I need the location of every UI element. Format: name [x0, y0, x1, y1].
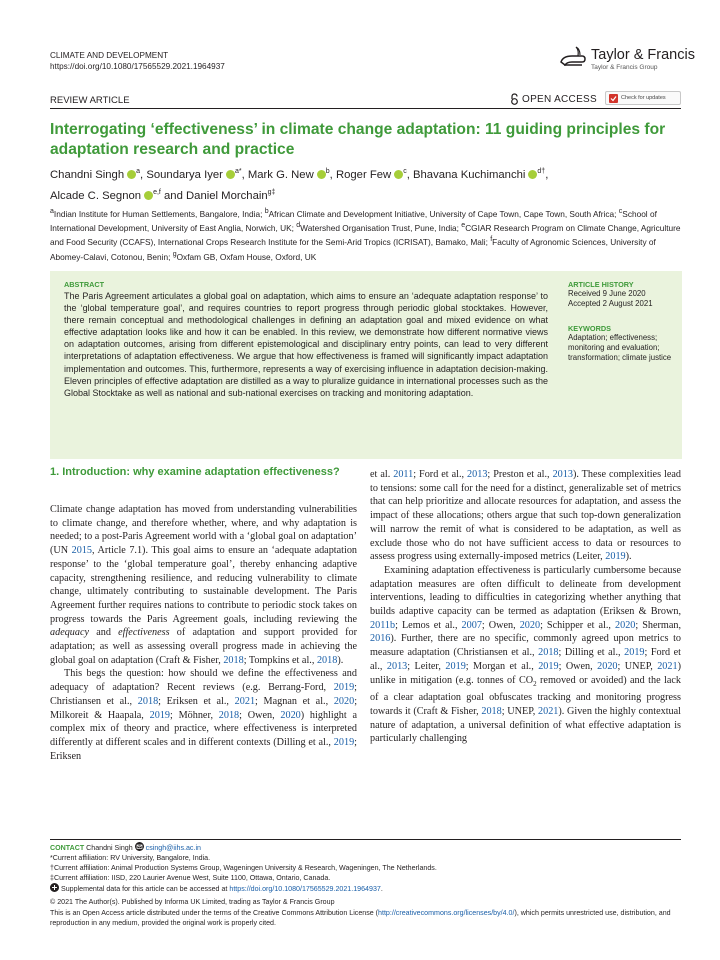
citation-link[interactable]: 2019 — [538, 660, 559, 672]
citation-link[interactable]: 2011 — [393, 469, 414, 480]
citation-link[interactable]: 2021 — [657, 660, 678, 672]
citation-link[interactable]: 2018 — [316, 654, 338, 666]
body-text: ; Owen, — [239, 709, 281, 721]
citation-link[interactable]: 2013 — [386, 660, 408, 672]
citation-link[interactable]: 2016 — [370, 633, 391, 645]
open-access-badge — [510, 93, 597, 105]
section-heading: 1. Introduction: why examine adaptation effectiveness? — [50, 466, 340, 478]
copyright: © 2021 The Author(s). Published by Informa UK Limited, trading as Taylor & Francis Group — [50, 898, 335, 907]
supplemental-line — [50, 883, 682, 894]
license-end: ), which permits unrestricted use, distribution, and reproduction in any medium, provided the original work is properly cited. — [50, 908, 671, 927]
body-text: ; Christiansen et al., — [50, 682, 357, 707]
body-text: of adaptation and support provided for adaptation; as well as assessing overall progress made in achieving the global goal on adaptation (Craft & Fisher, — [50, 627, 357, 666]
affiliation-mark: e — [461, 222, 466, 230]
contact-label: CONTACT — [50, 844, 85, 852]
email-icon — [135, 842, 144, 851]
citation-link[interactable]: 2020 — [615, 619, 636, 631]
contact-name: Chandni Singh — [86, 844, 133, 852]
body-text: ; Preston et al., — [487, 469, 553, 480]
keywords-heading: KEYWORDS — [568, 324, 611, 333]
accepted-date: Accepted 2 August 2021 — [568, 299, 653, 309]
author-name[interactable]: Alcade C. Segnon — [50, 190, 142, 203]
citation-link[interactable]: 2018 — [481, 705, 502, 717]
affiliation-note-3: ‡Current affiliation: IISD, 220 Laurier Avenue West, Suite 1100, Ottawa, Ontario, Canada. — [50, 874, 331, 883]
citation-link[interactable]: 2020 — [597, 660, 618, 672]
affiliation-mark: f — [490, 236, 493, 244]
citation-link[interactable]: 2020 — [280, 709, 301, 721]
license-link[interactable]: http://creativecommons.org/licenses/by/4.0/ — [378, 908, 515, 917]
affiliation-note-1: *Current affiliation: RV University, Bangalore, India. — [50, 854, 211, 863]
body-text: ). These complexities lead to tensions: some call for the need for a distinct, generalizable set of metrics that can help prioritize and allocate resources for adaptation, and assess the impact of these allocations; others argue that such top-down generalization will narrow the remit of what is considered to be adaptation, as well as exclude those who do not have sufficient access to data or resources to assess progress using externally-imposed metrics (Leiter, — [370, 469, 681, 563]
affiliation-text: Watershed Organisation Trust, Pune, India; — [300, 222, 462, 233]
body-text: ). Given the highly contextual nature of adaptation, a universal definition of what effective adaptation is particularly challenging — [370, 705, 681, 745]
journal-header — [50, 50, 225, 72]
citation-link[interactable]: 2019 — [333, 682, 355, 694]
affiliation-text: African Climate and Development Initiative, University of Cape Town, Cape Town, South Africa; — [268, 208, 619, 219]
body-text: ; Milkoreit & Haapala, — [50, 695, 358, 721]
journal-name: CLIMATE AND DEVELOPMENT — [50, 51, 169, 60]
affiliation-text: Oxfam GB, Oxfam House, Oxford, UK — [176, 251, 317, 262]
author-name[interactable]: Daniel Morchain — [186, 190, 268, 203]
citation-link[interactable]: 2018 — [137, 695, 159, 707]
abstract-heading: ABSTRACT — [64, 280, 105, 289]
article-type: REVIEW ARTICLE — [50, 95, 130, 106]
check-updates-label: Check for updates — [621, 95, 666, 101]
body-text: Examining adaptation effectiveness is particularly cumbersome because adaptation measures are often difficult to delineate from development interventions, leading to difficulties in categorizing whether anything that builds adaptive capacity can be termed as adaptation (Eriksen & Brown, — [370, 564, 681, 618]
body-column-left — [50, 503, 357, 763]
citation-link[interactable]: 2018 — [538, 647, 559, 659]
body-text: ; Morgan et al., — [465, 660, 539, 672]
body-text: ; UNEP, — [501, 705, 538, 717]
article-title: Interrogating ‘effectiveness’ in climate change adaptation: 11 guiding principles for adaptation research and practice — [50, 121, 666, 158]
author-affiliation-mark: e,f — [153, 189, 161, 197]
author-affiliation-mark: b — [325, 168, 330, 175]
affiliation-text: Faculty of Agronomic Sciences, University of Abomey-Calavi, Cotonou, Benin; — [50, 237, 656, 262]
affiliations — [50, 206, 682, 263]
publisher-name: Taylor & Francis — [591, 47, 695, 63]
article-history-heading: ARTICLE HISTORY — [568, 280, 634, 289]
footer-rule — [50, 839, 681, 840]
author-name[interactable]: Bhavana Kuchimanchi — [412, 168, 526, 181]
affiliation-mark: a — [50, 208, 54, 215]
author-separator: , — [140, 168, 147, 181]
citation-link[interactable]: 2021 — [234, 695, 256, 707]
author-name[interactable]: Roger Few — [335, 168, 392, 181]
body-text: ) highlight a complex mix of theory and practice, where effectiveness is interpreted differently at different scales and in different contexts (Dilling et al., — [50, 709, 357, 748]
author-name[interactable]: Chandni Singh — [50, 168, 125, 181]
emphasis-text: effectiveness — [118, 627, 170, 639]
author-affiliation-mark: d† — [537, 168, 546, 175]
body-text: et al. — [370, 469, 394, 480]
citation-link[interactable]: 2018 — [218, 709, 240, 721]
affiliation-text: CGIAR Research Program on Climate Change, Agriculture and Food Security (CCAFS), International Crops Research Institute for the Semi-Arid Tropics (ICRISAT), Bamako, Mali; — [50, 222, 681, 248]
open-access-label: OPEN ACCESS — [522, 93, 597, 105]
supplemental-end: . — [380, 885, 383, 894]
body-text: ). — [337, 654, 344, 666]
body-paragraph — [370, 564, 681, 746]
citation-link[interactable]: 2011b — [370, 619, 396, 631]
affiliation-mark: b — [264, 208, 269, 215]
emphasis-text: adequacy — [50, 627, 90, 639]
keywords-text: Adaptation; effectiveness; monitoring and evaluation; transformation; climate justice — [568, 333, 672, 363]
author-name[interactable]: Soundarya Iyer — [146, 168, 223, 181]
check-updates-button[interactable] — [605, 91, 681, 105]
orcid-icon[interactable] — [226, 170, 235, 179]
orcid-icon[interactable] — [317, 170, 326, 179]
abstract-text: The Paris Agreement articulates a global goal on adaptation, which aims to ensure an ‘adequate adaptation response’ to the ‘global temperature goal’, and requires countries to report progress through periodic global stocktakes. However, there remain conceptual and methodological challenges in defining an adaptation goal and mixed evidence on what effective adaptation looks like and how it can be enabled. In this review, we demonstrate how different normative views on adaptation outcomes, arising from different epistemological and disciplinary entry points, can lead to very different interpretations of adaptation effectiveness. We argue that how effectiveness is framed will significantly impact adaptation implementation and outcomes. This, furthermore, represents a way of exercising influence in adaptation decision-making. Eleven principles of effective adaptation are distilled as a way to pluralize guidance in international processes such as the Global Stocktake as well as national and sub-national exercises on tracking and monitoring adaptation. — [64, 291, 548, 398]
license — [50, 908, 682, 928]
lamp-icon — [558, 44, 588, 74]
body-text: ; Eriksen et al., — [158, 695, 235, 707]
citation-link[interactable]: 2019 — [605, 551, 626, 563]
body-text: ; Owen, — [481, 619, 520, 631]
citation-link[interactable]: 2007 — [461, 619, 482, 631]
body-text: ; Leiter, — [407, 660, 446, 672]
body-text: Climate change adaptation has moved from understanding vulnerabilities to climate change, and therefore whether, where, and why adaptation is needed; to a post-Paris Agreement world with a ‘global goal on adaptation’ (UN — [50, 504, 357, 557]
body-text: ; Lemos et al., — [395, 619, 462, 631]
article-history — [568, 280, 678, 309]
body-paragraph — [50, 667, 357, 763]
supplemental-link[interactable]: https://doi.org/10.1080/17565529.2021.1964937 — [229, 885, 381, 894]
header-rule — [50, 108, 681, 109]
body-text: ; Möhner, — [170, 709, 219, 721]
author-affiliation-mark: g‡ — [267, 189, 276, 197]
author-separator: , — [406, 168, 413, 181]
citation-link[interactable]: 2019 — [445, 660, 466, 672]
affiliation-text: School of International Development, University of East Anglia, Norwich, UK; — [50, 208, 657, 233]
author-name[interactable]: Mark G. New — [247, 168, 314, 181]
journal-doi[interactable]: https://doi.org/10.1080/17565529.2021.1964937 — [50, 62, 225, 71]
body-text: ; Dilling et al., — [558, 647, 625, 659]
license-text: This is an Open Access article distributed under the terms of the Creative Commons Attribution License ( — [50, 908, 379, 917]
citation-link[interactable]: 2015 — [71, 545, 93, 557]
author-separator: , — [545, 168, 549, 181]
body-text: ; Ford et al., — [413, 469, 468, 480]
body-text: ; Tompkins et al., — [243, 654, 317, 666]
contact-email[interactable]: csingh@iihs.ac.in — [145, 844, 201, 852]
body-text: , Article 7.1). This goal aims to ensure an ‘adequate adaptation response’ to the ‘global temperature goal’, thereby enhancing adaptive capacity, strengthening resilience, and reducing vulnerability to climate change, ultimately contributing to sustainable development. The Paris Agreement further requires nations to contribute to periodic stock takes on progress towards the Paris Agreement goals, including reviewing the — [50, 545, 358, 625]
citation-link[interactable]: 2019 — [624, 647, 645, 659]
open-lock-icon — [510, 93, 519, 105]
orcid-icon[interactable] — [144, 191, 153, 200]
citation-link[interactable]: 2018 — [223, 654, 244, 666]
affiliation-note-2: †Current affiliation: Animal Production Systems Group, Wageningen University & Research, Wageningen, The Netherlands. — [50, 864, 437, 873]
body-text: ; Magnan et al., — [255, 695, 334, 707]
affiliation-mark: d — [296, 222, 301, 230]
contact-line — [50, 842, 682, 853]
citation-link[interactable]: 2021 — [538, 705, 559, 717]
body-paragraph — [370, 468, 681, 564]
citation-link[interactable]: 2020 — [333, 695, 355, 707]
author-affiliation-mark: a* — [234, 168, 242, 175]
body-column-right — [370, 468, 681, 746]
body-text: ; Schipper et al., — [540, 619, 616, 631]
body-text: ; Ford et al., — [370, 647, 681, 672]
author-affiliation-mark: a — [136, 168, 141, 175]
author-list — [50, 163, 690, 206]
author-separator: , — [241, 168, 248, 181]
citation-link[interactable]: 2013 — [552, 469, 573, 480]
supplemental-text: Supplemental data for this article can be accessed at — [60, 885, 230, 894]
affiliation-text: Indian Institute for Human Settlements, Bangalore, India; — [53, 208, 265, 219]
citation-link[interactable]: 2019 — [149, 709, 170, 721]
citation-link[interactable]: 2020 — [519, 619, 541, 631]
body-text: ; Sherman, — [635, 619, 682, 631]
publisher-group: Taylor & Francis Group — [591, 64, 658, 71]
body-text: removed or avoided) and the lack of a clear adaptation goal obfuscates tracking and monitoring progress towards it (Craft & Fisher, — [370, 674, 681, 717]
citation-link[interactable]: 2019 — [333, 736, 355, 748]
affiliation-mark: c — [618, 208, 623, 215]
footer — [50, 842, 682, 928]
supplemental-icon — [50, 883, 59, 892]
citation-link[interactable]: 2013 — [467, 469, 488, 480]
keywords — [568, 324, 678, 364]
body-text: ; Owen, — [558, 660, 598, 672]
author-affiliation-mark: c — [403, 168, 407, 175]
publisher-logo — [558, 44, 695, 76]
check-updates-icon — [609, 94, 618, 103]
received-date: Received 9 June 2020 — [568, 289, 646, 298]
body-paragraph — [50, 503, 357, 667]
body-text: ). — [625, 551, 632, 563]
author-separator: , — [329, 168, 336, 181]
orcid-icon[interactable] — [394, 170, 403, 179]
affiliation-mark: g — [172, 250, 177, 258]
body-text: ). Further, there are no specific, commonly agreed upon metrics to measure adaptation (Christiansen et al., — [370, 633, 681, 659]
body-text: ) unlike in mitigation (e.g. tonnes of CO — [370, 660, 681, 686]
subscript-text: 2 — [533, 679, 537, 688]
body-text: ; Eriksen — [50, 736, 357, 762]
body-text: ; UNEP, — [617, 660, 658, 672]
body-text: and — [89, 627, 119, 639]
author-separator: and — [160, 190, 187, 203]
body-text: This begs the question: how should we define the effectiveness and adequacy of adaptation? Recent reviews (e.g. Berrang-Ford, — [50, 668, 357, 694]
orcid-icon[interactable] — [127, 170, 136, 179]
